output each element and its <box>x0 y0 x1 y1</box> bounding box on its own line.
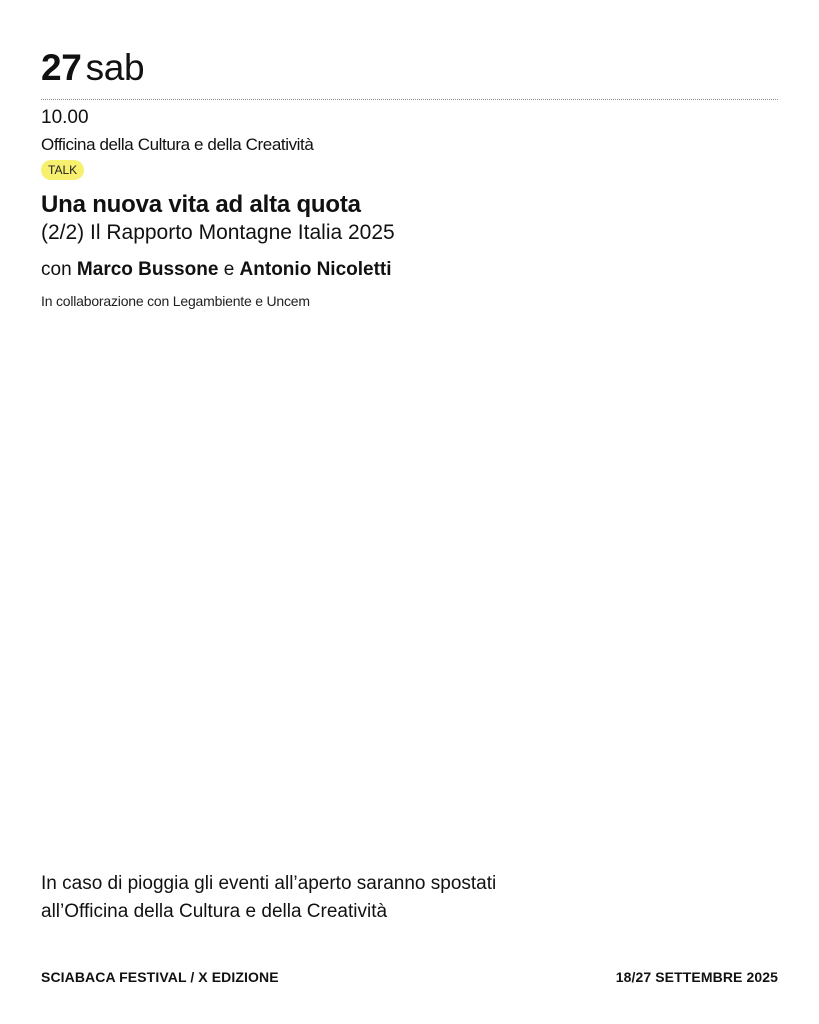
event-subtitle: (2/2) Il Rapporto Montagne Italia 2025 <box>41 221 395 244</box>
event-speakers <box>41 258 778 282</box>
day-number: 27 <box>41 47 82 88</box>
dotted-divider <box>41 99 778 100</box>
event-collaboration-note: In collaborazione con Legambiente e Uncem <box>41 293 310 309</box>
event-venue: Officina della Cultura e della Creatività <box>41 135 314 154</box>
speakers-joiner: e <box>223 259 235 280</box>
festival-dates-label: 18/27 SETTEMBRE 2025 <box>615 969 778 985</box>
speaker-name: Antonio Nicoletti <box>239 259 392 280</box>
rain-notice <box>41 870 778 926</box>
schedule-page <box>41 0 778 1024</box>
event-title: Una nuova vita ad alta quota <box>41 191 361 218</box>
speakers-prefix: con <box>41 259 72 280</box>
event-category-badge: TALK <box>41 160 84 180</box>
day-name: sab <box>85 47 145 88</box>
footer <box>41 966 778 988</box>
festival-edition-label: SCIABACA FESTIVAL / X EDIZIONE <box>41 969 279 985</box>
speaker-name: Marco Bussone <box>76 259 219 280</box>
event-entry <box>41 104 778 311</box>
event-time: 10.00 <box>41 107 89 128</box>
rain-notice-line: In caso di pioggia gli eventi all’aperto saranno spostati <box>41 873 497 894</box>
day-header <box>41 46 144 90</box>
rain-notice-line: all’Officina della Cultura e della Creatività <box>41 901 388 922</box>
